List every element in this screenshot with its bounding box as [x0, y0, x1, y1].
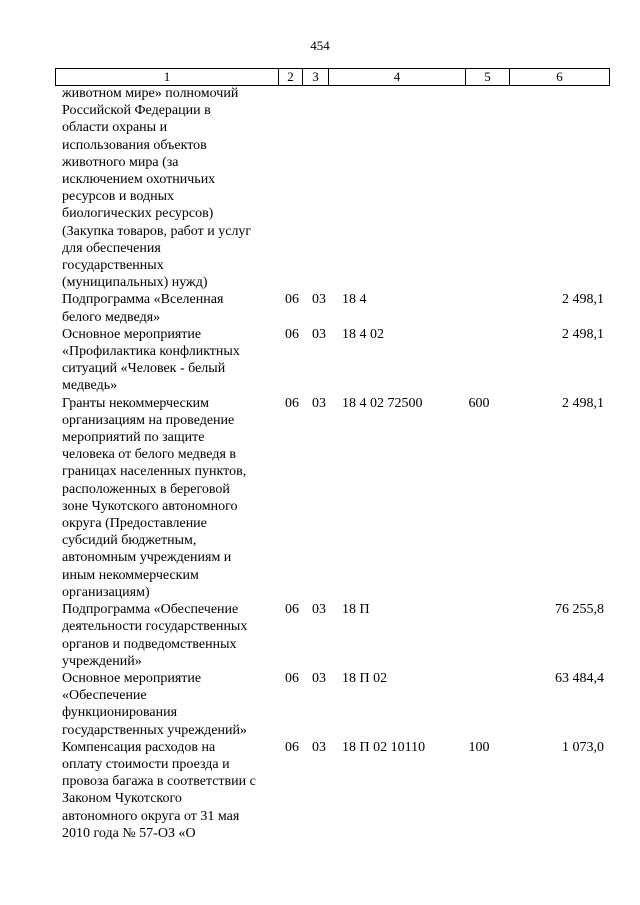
row-section: 06 — [285, 326, 299, 342]
row-name: Компенсация расходов на оплату стоимости проезда и провоза багажа в соответствии с Законом Чукотского автономного округа от 31 мая 2010 года № 57-ОЗ «О — [62, 739, 256, 841]
row-target-code — [332, 85, 456, 291]
header-col-3: 3 — [303, 69, 329, 85]
header-col-2: 2 — [279, 69, 303, 85]
table-row — [62, 601, 610, 670]
row-amount — [502, 85, 610, 291]
row-amount: 1 073,0 — [562, 739, 604, 755]
row-expense-type — [456, 291, 502, 325]
row-name: животном мире» полномочий Российской Федерации в области охраны и использования объектов животного мира (за исключением охотничьих ресурсов и водных биологических ресурсов) (Закупка товаров, работ и услуг для обеспечения государственных (муниципальных) нужд) — [62, 86, 252, 291]
row-section: 06 — [285, 739, 299, 755]
row-amount: 2 498,1 — [562, 292, 604, 308]
row-amount: 2 498,1 — [562, 395, 604, 411]
page-number: 454 — [310, 38, 330, 53]
row-expense-type: 100 — [468, 739, 490, 755]
row-subsection: 03 — [312, 602, 326, 618]
row-subsection: 03 — [312, 326, 326, 342]
header-col-4: 4 — [329, 69, 466, 85]
row-name: Основное мероприятие «Обеспечение функционирования государственных учреждений» — [62, 670, 247, 738]
row-section: 06 — [285, 292, 299, 308]
row-name: Подпрограмма «Вселенная белого медведя» — [62, 292, 224, 325]
row-target-code: 18 4 02 72500 — [342, 395, 423, 411]
row-section: 06 — [285, 602, 299, 618]
row-target-code: 18 4 — [342, 292, 367, 308]
row-target-code: 18 П 02 10110 — [342, 739, 426, 755]
row-subsection: 03 — [312, 670, 326, 686]
row-expense-type — [456, 670, 502, 739]
row-amount: 76 255,8 — [555, 602, 604, 618]
row-section: 06 — [285, 395, 299, 411]
row-amount: 63 484,4 — [555, 670, 604, 686]
row-subsection: 03 — [312, 395, 326, 411]
row-expense-type: 600 — [468, 395, 490, 411]
row-subsection: 03 — [312, 292, 326, 308]
header-col-1: 1 — [56, 69, 279, 85]
row-expense-type — [456, 85, 502, 291]
row-name: Основное мероприятие «Профилактика конфликтных ситуаций «Человек - белый медведь» — [62, 326, 240, 394]
row-target-code: 18 4 02 — [342, 326, 384, 342]
row-name: Подпрограмма «Обеспечение деятельности государственных органов и подведомственных учреждений» — [62, 602, 248, 669]
table-row — [62, 85, 610, 291]
table-row — [62, 670, 610, 739]
table-row — [62, 326, 610, 395]
table-row — [62, 739, 610, 842]
row-section: 06 — [285, 670, 299, 686]
row-target-code: 18 П 02 — [342, 670, 388, 686]
table-body — [62, 85, 610, 842]
header-col-5: 5 — [466, 69, 510, 85]
row-subsection — [306, 85, 332, 291]
row-expense-type — [456, 601, 502, 670]
row-expense-type — [456, 326, 502, 395]
table-header — [55, 68, 610, 86]
header-col-6: 6 — [556, 69, 563, 84]
row-section — [278, 85, 306, 291]
row-amount: 2 498,1 — [562, 326, 604, 342]
table-row — [62, 395, 610, 601]
row-target-code: 18 П — [342, 602, 370, 618]
row-name: Гранты некоммерческим организациям на проведение мероприятий по защите человека от белого медведя в границах населенных пунктов, расположенных в береговой зоне Чукотского автономного округа (Предоставление субсидий бюджетным, автономным учреждениям и иным некоммерческим организациям) — [62, 395, 247, 600]
row-subsection: 03 — [312, 739, 326, 755]
table-row — [62, 291, 610, 325]
